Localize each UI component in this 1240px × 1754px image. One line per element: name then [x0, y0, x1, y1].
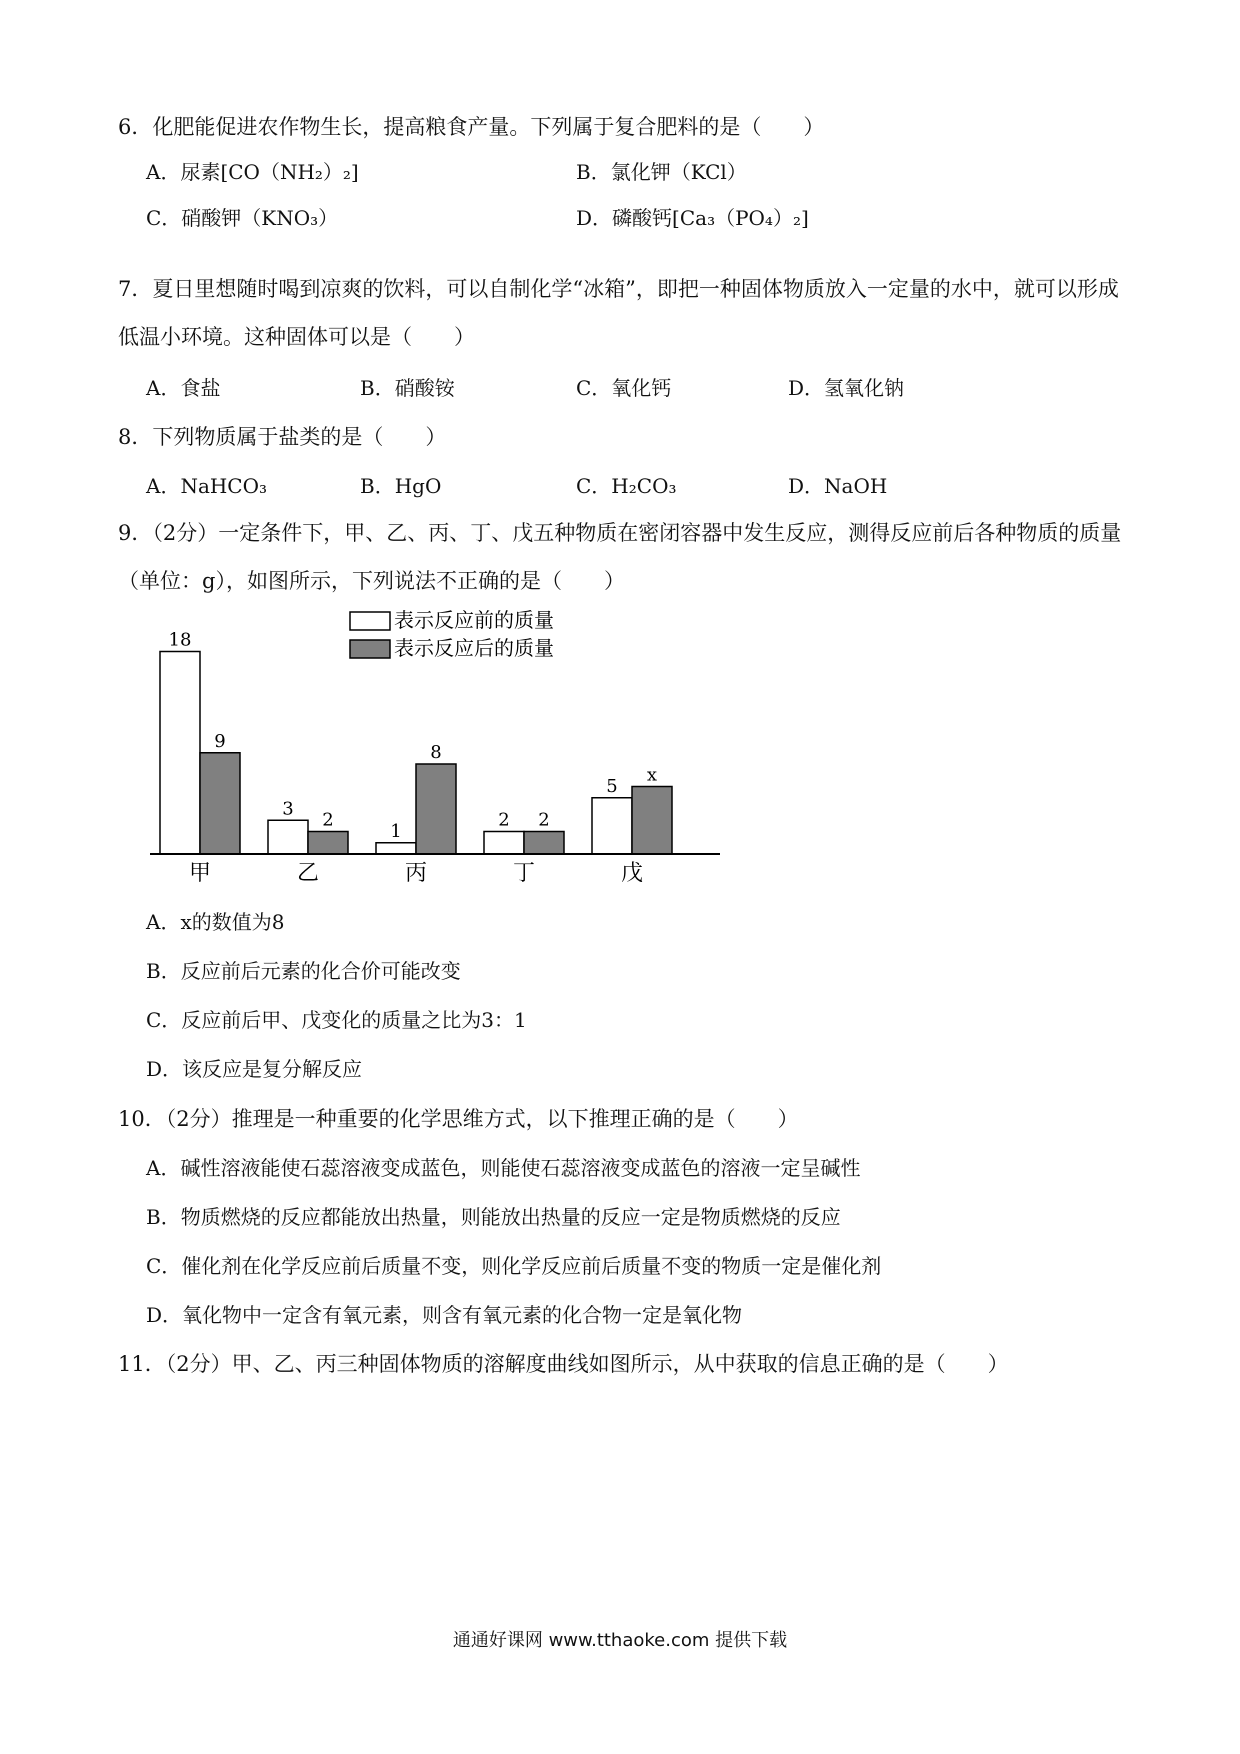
- question-11-stem: 11．（2分）甲、乙、丙三种固体物质的溶解度曲线如图所示，从中获取的信息正确的是（ ）: [118, 1352, 1009, 1376]
- question-8-option-c: C．H₂CO₃: [576, 474, 677, 498]
- question-7-option-b: B．硝酸铵: [360, 376, 455, 400]
- mass-bar-chart: [150, 606, 730, 898]
- bar-value-label-after-4: 2: [538, 809, 550, 831]
- bar-value-label-before-5: 5: [606, 775, 618, 797]
- bar-value-label-before-1: 18: [168, 629, 192, 651]
- question-8-option-b: B．HgO: [360, 474, 442, 498]
- question-9-option-d: D．该反应是复分解反应: [146, 1057, 363, 1081]
- question-9-stem: 9．（2分）一定条件下，甲、乙、丙、丁、戊五种物质在密闭容器中发生反应，测得反应前后各种物质的质量（单位：g），如图所示，下列说法不正确的是（ ）: [118, 521, 1122, 593]
- question-10-stem: 10．（2分）推理是一种重要的化学思维方式，以下推理正确的是（ ）: [118, 1107, 799, 1131]
- category-label-1: 甲: [188, 861, 212, 886]
- question-7-option-a: A．食盐: [146, 376, 221, 400]
- bar-before-3: [376, 843, 416, 854]
- question-9-option-b: B．反应前后元素的化合价可能改变: [146, 959, 461, 983]
- legend-label-1: 表示反应前的质量: [394, 608, 554, 632]
- question-6-option-a: A．尿素[CO（NH₂）₂]: [146, 160, 359, 184]
- bar-before-2: [268, 820, 308, 854]
- category-label-3: 丙: [404, 861, 428, 886]
- legend-swatch-1: [350, 612, 390, 630]
- bar-value-label-before-3: 1: [390, 820, 402, 842]
- question-8-option-d: D．NaOH: [788, 474, 888, 498]
- bar-before-5: [592, 798, 632, 854]
- question-10-option-c: C．催化剂在化学反应前后质量不变，则化学反应前后质量不变的物质一定是催化剂: [146, 1254, 882, 1278]
- question-6-stem: 6．化肥能促进农作物生长，提高粮食产量。下列属于复合肥料的是（ ）: [118, 115, 825, 139]
- bar-value-label-before-2: 3: [282, 798, 294, 820]
- question-10-option-b: B．物质燃烧的反应都能放出热量，则能放出热量的反应一定是物质燃烧的反应: [146, 1205, 841, 1229]
- question-6-option-b: B．氯化钾（KCl）: [576, 160, 747, 184]
- question-6-option-c: C．硝酸钾（KNO₃）: [146, 206, 339, 230]
- question-10-option-a: A．碱性溶液能使石蕊溶液变成蓝色，则能使石蕊溶液变成蓝色的溶液一定呈碱性: [146, 1156, 861, 1180]
- question-7-option-c: C．氧化钙: [576, 376, 672, 400]
- question-7-stem: 7．夏日里想随时喝到凉爽的饮料，可以自制化学“冰箱”，即把一种固体物质放入一定量的水中，就可以形成低温小环境。这种固体可以是（ ）: [118, 277, 1119, 349]
- bar-after-1: [200, 753, 240, 854]
- category-label-2: 乙: [296, 861, 320, 886]
- bar-after-4: [524, 832, 564, 855]
- bar-after-2: [308, 832, 348, 855]
- bar-before-4: [484, 832, 524, 855]
- legend-swatch-2: [350, 640, 390, 658]
- legend-label-2: 表示反应后的质量: [394, 636, 554, 660]
- bar-value-label-after-3: 8: [430, 742, 442, 763]
- question-7-option-d: D．氢氧化钠: [788, 376, 905, 400]
- bar-after-5: [632, 787, 672, 855]
- category-label-4: 丁: [512, 861, 536, 886]
- bar-value-label-after-2: 2: [322, 809, 334, 831]
- question-9-option-c: C．反应前后甲、戊变化的质量之比为3：1: [146, 1008, 527, 1032]
- bar-before-1: [160, 652, 200, 855]
- page-footer: 通通好课网 www.tthaoke.com 提供下载: [452, 1630, 788, 1651]
- bar-value-label-after-5: x: [646, 764, 658, 786]
- bar-value-label-before-4: 2: [498, 809, 510, 831]
- bar-value-label-after-1: 9: [214, 730, 226, 752]
- category-label-5: 戊: [620, 861, 644, 886]
- question-6-option-d: D．磷酸钙[Ca₃（PO₄）₂]: [576, 206, 809, 230]
- question-9-option-a: A．x的数值为8: [146, 910, 285, 934]
- question-10-option-d: D．氧化物中一定含有氧元素，则含有氧元素的化合物一定是氧化物: [146, 1303, 743, 1327]
- bar-after-3: [416, 764, 456, 854]
- question-8-stem: 8．下列物质属于盐类的是（ ）: [118, 425, 447, 449]
- question-8-option-a: A．NaHCO₃: [146, 474, 268, 498]
